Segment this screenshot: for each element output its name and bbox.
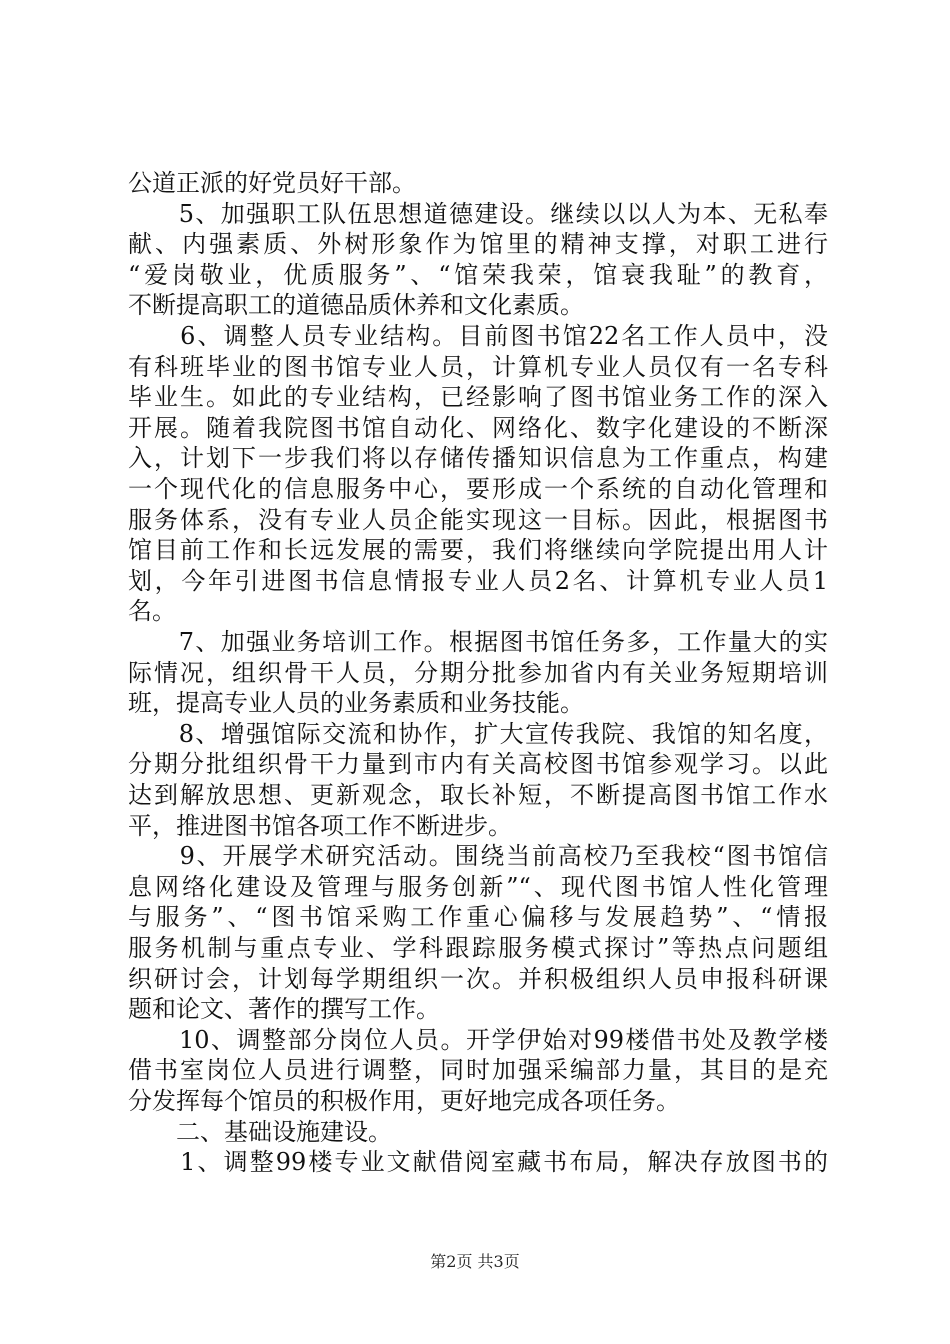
text-line: 入，计划下一步我们将以存储传播知识信息为工作重点，构建	[128, 444, 828, 472]
text-line: 9、开展学术研究活动。围绕当前高校乃至我校“图书馆信	[128, 842, 828, 870]
text-line: 名。	[128, 597, 176, 625]
text-line: 际情况，组织骨干人员，分期分批参加省内有关业务短期培训	[128, 659, 828, 687]
text-line: 7、加强业务培训工作。根据图书馆任务多，工作量大的实	[128, 628, 828, 656]
text-line: 分期分批组织骨干力量到市内有关高校图书馆参观学习。以此	[128, 750, 828, 778]
text-line: 服务机制与重点专业、学科跟踪服务模式探讨”等热点问题组	[128, 934, 828, 962]
text-line: 馆目前工作和长远发展的需要，我们将继续向学院提出用人计	[128, 536, 828, 564]
text-line: 题和论文、著作的撰写工作。	[128, 995, 440, 1023]
text-line: 毕业生。如此的专业结构，已经影响了图书馆业务工作的深入	[128, 383, 828, 411]
text-line: 公道正派的好党员好干部。	[128, 169, 416, 197]
text-line: 借书室岗位人员进行调整，同时加强采编部力量，其目的是充	[128, 1056, 828, 1084]
text-line: 一个现代化的信息服务中心，要形成一个系统的自动化管理和	[128, 475, 828, 503]
text-line: 分发挥每个馆员的积极作用，更好地完成各项任务。	[128, 1087, 680, 1115]
text-line: 班，提高专业人员的业务素质和业务技能。	[128, 689, 584, 717]
text-line: 有科班毕业的图书馆专业人员，计算机专业人员仅有一名专科	[128, 353, 828, 381]
text-line: 6、调整人员专业结构。目前图书馆22名工作人员中，没	[128, 322, 828, 350]
text-line: 10、调整部分岗位人员。开学伊始对99楼借书处及教学楼	[128, 1026, 828, 1054]
text-line: 息网络化建设及管理与服务创新”“、现代图书馆人性化管理	[128, 873, 828, 901]
text-line: 献、内强素质、外树形象作为馆里的精神支撑，对职工进行	[128, 230, 828, 258]
text-line: 达到解放思想、更新观念，取长补短，不断提高图书馆工作水	[128, 781, 828, 809]
text-line: 不断提高职工的道德品质休养和文化素质。	[128, 291, 584, 319]
text-line: “爱岗敬业，优质服务”、“馆荣我荣，馆衰我耻”的教育，	[128, 261, 828, 289]
text-line: 开展。随着我院图书馆自动化、网络化、数字化建设的不断深	[128, 414, 828, 442]
page-footer: 第2页 共3页	[430, 1252, 520, 1271]
text-line: 二、基础设施建设。	[128, 1118, 392, 1146]
text-line: 平，推进图书馆各项工作不断进步。	[128, 812, 512, 840]
text-line: 划，今年引进图书信息情报专业人员2名、计算机专业人员1	[128, 567, 828, 595]
text-line: 与服务”、“图书馆采购工作重心偏移与发展趋势”、“情报	[128, 903, 828, 931]
text-line: 织研讨会，计划每学期组织一次。并积极组织人员申报科研课	[128, 965, 828, 993]
text-line: 1、调整99楼专业文献借阅室藏书布局，解决存放图书的	[128, 1148, 828, 1176]
text-line: 服务体系，没有专业人员企能实现这一目标。因此，根据图书	[128, 506, 828, 534]
text-line: 8、增强馆际交流和协作，扩大宣传我院、我馆的知名度，	[128, 720, 828, 748]
text-line: 5、加强职工队伍思想道德建设。继续以以人为本、无私奉	[128, 200, 828, 228]
